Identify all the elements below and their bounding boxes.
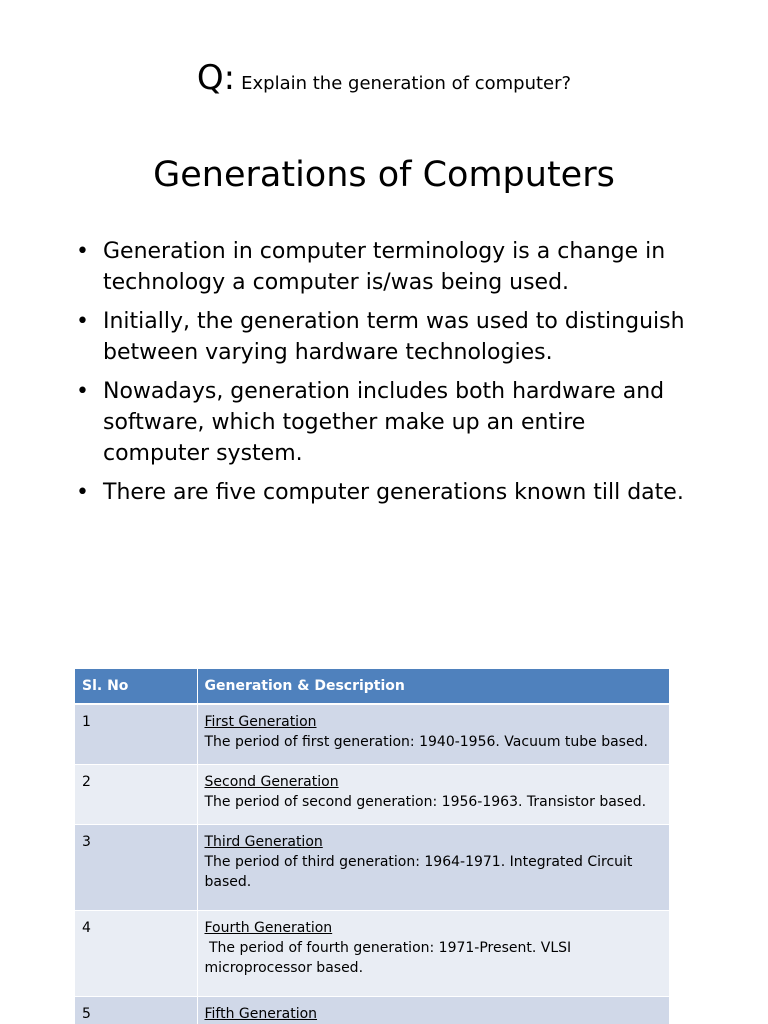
cell-sl-no: 1 bbox=[75, 704, 197, 765]
bullet-item bbox=[76, 236, 696, 298]
header-generation-description: Generation & Description bbox=[197, 669, 669, 704]
generation-name: Second Generation bbox=[204, 774, 339, 790]
cell-sl-no: 5 bbox=[75, 997, 197, 1024]
bullet-list bbox=[76, 236, 696, 516]
cell-sl-no: 4 bbox=[75, 911, 197, 997]
bullet-dot-icon: • bbox=[76, 480, 89, 505]
cell-sl-no: 2 bbox=[75, 765, 197, 825]
generations-table bbox=[75, 669, 670, 1024]
bullet-text: Generation in computer terminology is a change in technology a computer is/was being used. bbox=[103, 239, 666, 295]
cell-generation bbox=[197, 704, 669, 765]
cell-generation bbox=[197, 765, 669, 825]
generation-name: Third Generation bbox=[204, 834, 323, 850]
bullet-dot-icon: • bbox=[76, 309, 89, 334]
cell-generation bbox=[197, 997, 669, 1024]
table-row bbox=[75, 765, 669, 825]
bullet-item bbox=[76, 306, 696, 368]
header-sl-no: Sl. No bbox=[75, 669, 197, 704]
slide-title: Generations of Computers bbox=[153, 155, 615, 195]
cell-generation bbox=[197, 825, 669, 911]
table-header-row bbox=[75, 669, 669, 704]
bullet-dot-icon: • bbox=[76, 239, 89, 264]
question-line bbox=[0, 58, 768, 98]
bullet-item bbox=[76, 376, 696, 469]
bullet-dot-icon: • bbox=[76, 379, 89, 404]
question-text: Explain the generation of computer? bbox=[241, 73, 572, 94]
bullet-text: Nowadays, generation includes both hardware and software, which together make up an entire computer system. bbox=[103, 379, 665, 466]
generation-description: The period of third generation: 1964-1971. Integrated Circuit based. bbox=[204, 854, 637, 890]
bullet-text: There are five computer generations known till date. bbox=[103, 480, 684, 505]
cell-generation bbox=[197, 911, 669, 997]
generation-name: First Generation bbox=[204, 714, 317, 730]
cell-sl-no: 3 bbox=[75, 825, 197, 911]
question-prefix: Q: bbox=[196, 58, 236, 98]
bullet-item bbox=[76, 477, 696, 508]
generation-description: The period of first generation: 1940-1956. Vacuum tube based. bbox=[204, 734, 648, 750]
table-row bbox=[75, 704, 669, 765]
generation-name: Fifth Generation bbox=[204, 1006, 318, 1022]
table-row bbox=[75, 997, 669, 1024]
generation-description: The period of second generation: 1956-1963. Transistor based. bbox=[204, 794, 647, 810]
bullet-text: Initially, the generation term was used to distinguish between varying hardware technologies. bbox=[103, 309, 685, 365]
generation-name: Fourth Generation bbox=[204, 920, 333, 936]
table-row bbox=[75, 911, 669, 997]
table-row bbox=[75, 825, 669, 911]
generation-description: The period of fourth generation: 1971-Present. VLSI microprocessor based. bbox=[204, 940, 576, 976]
